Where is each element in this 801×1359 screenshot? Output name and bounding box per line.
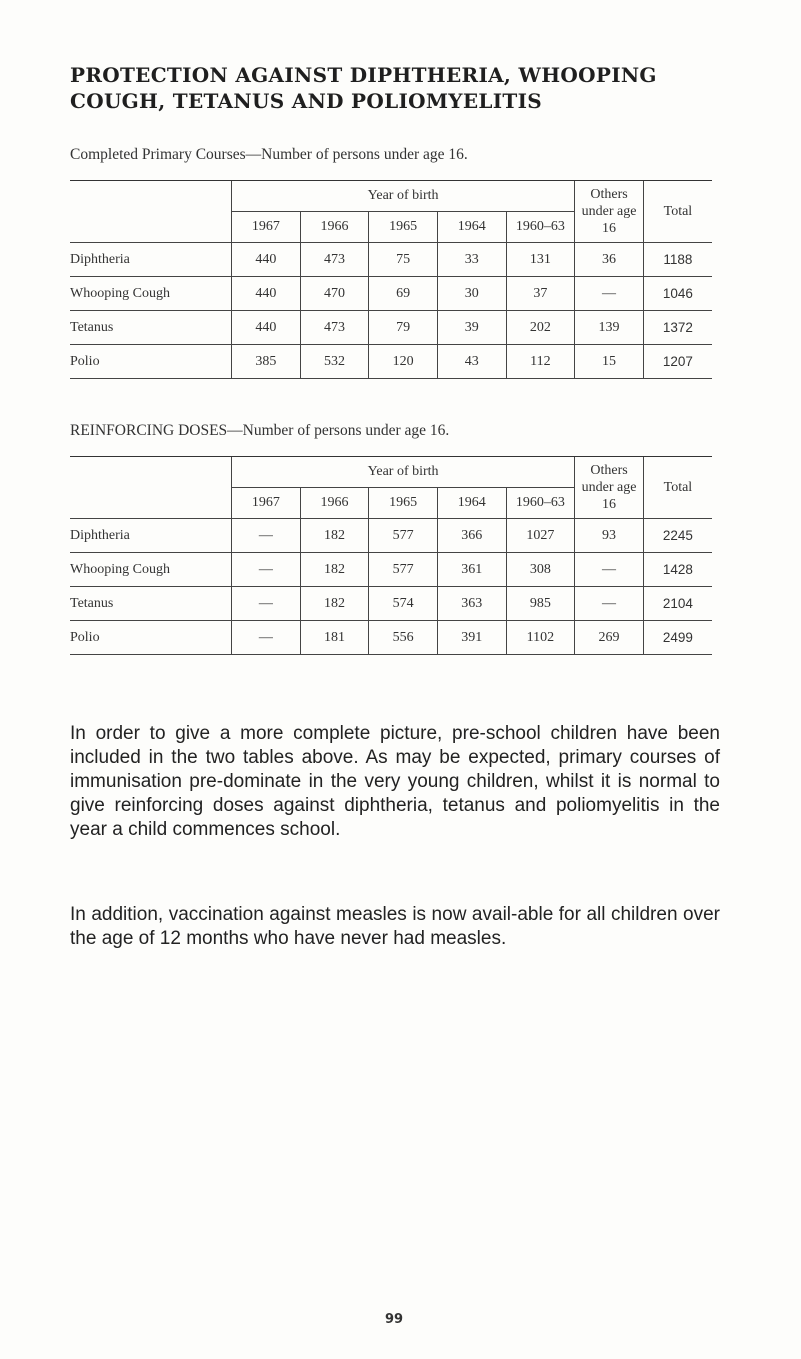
row-label: Whooping Cough xyxy=(70,277,232,311)
table-row xyxy=(70,621,712,655)
total-cell: 1046 xyxy=(643,277,712,311)
table-cell: 308 xyxy=(506,553,575,587)
table-cell: 39 xyxy=(437,311,506,345)
table-row xyxy=(70,519,712,553)
table-cell: 440 xyxy=(232,243,301,277)
table-cell: — xyxy=(232,621,301,655)
total-cell: 1372 xyxy=(643,311,712,345)
total-cell: 1188 xyxy=(643,243,712,277)
others-cell: 93 xyxy=(575,519,644,553)
row-label: Diphtheria xyxy=(70,519,232,553)
table-cell: 391 xyxy=(437,621,506,655)
table-cell: 473 xyxy=(300,311,369,345)
table-cell: 120 xyxy=(369,345,438,379)
table-cell: 556 xyxy=(369,621,438,655)
others-cell: — xyxy=(575,277,644,311)
table-cell: — xyxy=(232,553,301,587)
table-cell: 385 xyxy=(232,345,301,379)
table-cell: 131 xyxy=(506,243,575,277)
table-row xyxy=(70,277,712,311)
table-cell: 532 xyxy=(300,345,369,379)
others-cell: — xyxy=(575,553,644,587)
year-of-birth-header: Year of birth xyxy=(232,181,575,212)
table-cell: 577 xyxy=(369,553,438,587)
row-label: Whooping Cough xyxy=(70,553,232,587)
table-cell: 37 xyxy=(506,277,575,311)
table-cell: 363 xyxy=(437,587,506,621)
table-cell: 577 xyxy=(369,519,438,553)
reinforcing-doses-caption: REINFORCING DOSES—Number of persons under age 16. xyxy=(70,422,450,439)
year-header: 1967 xyxy=(232,488,301,519)
others-under-16-header: Others under age 16 xyxy=(575,457,644,519)
table-row xyxy=(70,243,712,277)
total-header: Total xyxy=(643,181,712,243)
others-cell: — xyxy=(575,587,644,621)
table-cell: — xyxy=(232,587,301,621)
page-number: 99 xyxy=(385,1312,404,1327)
row-label: Diphtheria xyxy=(70,243,232,277)
table-cell: 1102 xyxy=(506,621,575,655)
body-paragraph: In addition, vaccination against measles is now avail-able for all children over the age of 12 months who have never had measles. xyxy=(70,904,720,949)
table-cell: 440 xyxy=(232,277,301,311)
year-header: 1965 xyxy=(369,212,438,243)
total-cell: 1428 xyxy=(643,553,712,587)
table-cell: 473 xyxy=(300,243,369,277)
total-cell: 2499 xyxy=(643,621,712,655)
table-cell: 361 xyxy=(437,553,506,587)
table-row xyxy=(70,553,712,587)
table-cell: 574 xyxy=(369,587,438,621)
table-cell: 79 xyxy=(369,311,438,345)
row-label-header xyxy=(70,181,232,243)
table-cell: 440 xyxy=(232,311,301,345)
others-cell: 139 xyxy=(575,311,644,345)
table-cell: 182 xyxy=(300,587,369,621)
table-cell: 33 xyxy=(437,243,506,277)
table-cell: 112 xyxy=(506,345,575,379)
table-row xyxy=(70,587,712,621)
row-label: Polio xyxy=(70,621,232,655)
table-cell: 182 xyxy=(300,553,369,587)
table-cell: — xyxy=(232,519,301,553)
table-cell: 985 xyxy=(506,587,575,621)
total-cell: 1207 xyxy=(643,345,712,379)
year-header: 1960–63 xyxy=(506,488,575,519)
table-row xyxy=(70,345,712,379)
year-of-birth-header: Year of birth xyxy=(232,457,575,488)
others-cell: 15 xyxy=(575,345,644,379)
others-cell: 269 xyxy=(575,621,644,655)
primary-courses-table xyxy=(70,180,712,379)
reinforcing-doses-table xyxy=(70,456,712,655)
row-label-header xyxy=(70,457,232,519)
table-cell: 69 xyxy=(369,277,438,311)
total-header: Total xyxy=(643,457,712,519)
body-paragraph: In order to give a more complete picture, pre-school children have been included in the two tables above. As may be expected, primary courses of immunisation pre-dominate in the very young children, whilst it is normal to give reinforcing doses against diphtheria, tetanus and poliomyelitis in the year a child commences school. xyxy=(70,723,720,840)
year-header: 1964 xyxy=(437,212,506,243)
table-cell: 470 xyxy=(300,277,369,311)
year-header: 1966 xyxy=(300,488,369,519)
others-under-16-header: Others under age 16 xyxy=(575,181,644,243)
year-header: 1964 xyxy=(437,488,506,519)
year-header: 1965 xyxy=(369,488,438,519)
table-cell: 75 xyxy=(369,243,438,277)
table-cell: 30 xyxy=(437,277,506,311)
table-cell: 182 xyxy=(300,519,369,553)
row-label: Tetanus xyxy=(70,311,232,345)
table-cell: 43 xyxy=(437,345,506,379)
total-cell: 2104 xyxy=(643,587,712,621)
table-cell: 202 xyxy=(506,311,575,345)
table-cell: 366 xyxy=(437,519,506,553)
row-label: Tetanus xyxy=(70,587,232,621)
year-header: 1967 xyxy=(232,212,301,243)
table-cell: 1027 xyxy=(506,519,575,553)
table-cell: 181 xyxy=(300,621,369,655)
page-title: PROTECTION AGAINST DIPHTHERIA, WHOOPING COUGH, TETANUS AND POLIOMYELITIS xyxy=(70,63,657,113)
primary-courses-caption: Completed Primary Courses—Number of persons under age 16. xyxy=(70,146,468,163)
total-cell: 2245 xyxy=(643,519,712,553)
year-header: 1966 xyxy=(300,212,369,243)
year-header: 1960–63 xyxy=(506,212,575,243)
table-row xyxy=(70,311,712,345)
row-label: Polio xyxy=(70,345,232,379)
others-cell: 36 xyxy=(575,243,644,277)
